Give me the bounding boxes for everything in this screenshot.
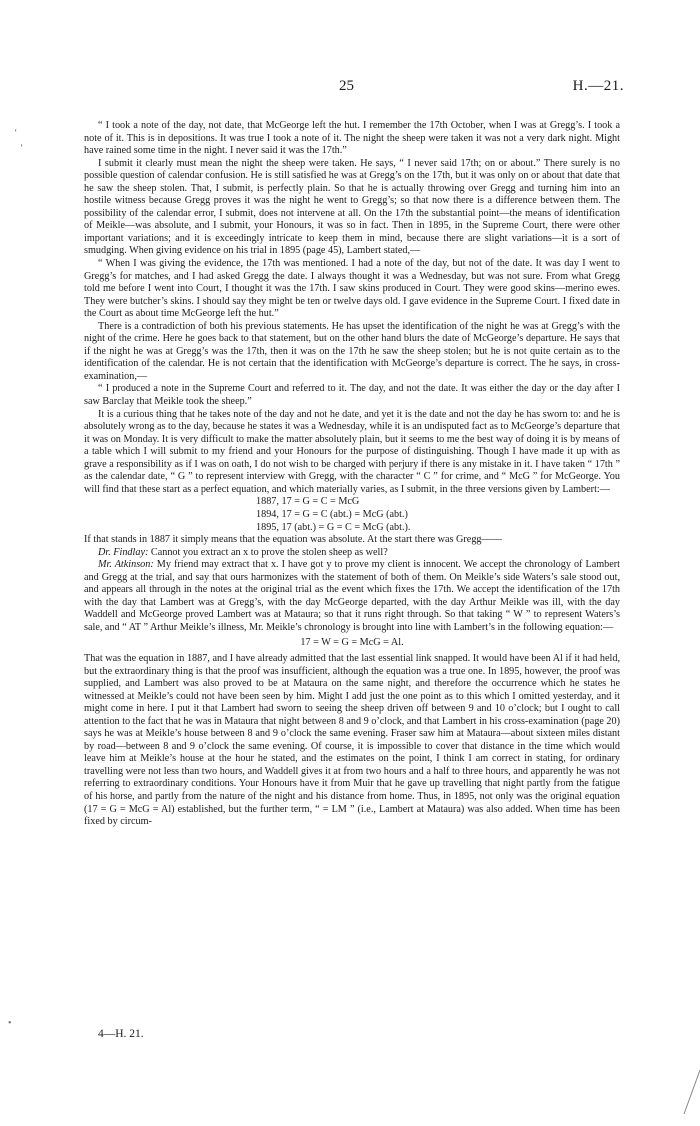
paragraph: That was the equation in 1887, and I have already admitted that the last essential link snapped. It would have been Al if it had held, but the extraordinary thing is that the proof was insufficient, although the equation was a true one. In 1895, however, the proof was supplied, and Lambert was also proved to be at Mataura on the same night, and therefore the occurrence which he states he witnessed at Meikle’s could not have been seen by him. Might I add just the one point as to this which I omitted yesterday, and it might come in here. I put it that Lambert had sworn to seeing the sheep driven off between 9 and 10 o’clock; but I ought to call attention to the fact that he was in Mataura that night between 8 and 9 o’clock, and that Lambert in his cross-examination (page 20) says he was at Meikle’s house between 8 and 9 o’clock the same evening. Fraser saw him at Mataura—about sixteen miles distant by road—between 8 and 9 o’clock the same evening. Of course, it is impossible to cover that distance in the time which would leave him at Meikle’s house at the hour he stated, and the estimates on the point, I think I am correct in stating, for ordinary travelling were not less than two hours, and Waddell gives it at from two hours and a half to three hours, and apparently he was not referring to extraordinary conditions. Your Honours have it from Muir that he gave up travelling that night partly from the fatigue of his horse, and partly from the nature of the night and his distance from home. Thus, in 1895, not only was the original equation (17 = G = McG = Al) established, but the further term, “ = LM ” (i.e., Lambert at Mataura) was also added. When time has been fixed by circum-: [84, 652, 620, 828]
paragraph: It is a curious thing that he takes note of the day and not he date, and yet it is the date and not the day he has sworn to: and he is absolutely wrong as to the day, because he states it was a Wednesday, while it is an undisputed fact as to McGeorge’s departure that it was on Monday. It is very difficult to make the matter absolutely plain, but it seems to me the best way of doing it is by means of a table which I will submit to my friend and your Honours for the purpose of distinguishing. Though I have made it up with as grave a responsibility as if I was on oath, I do not wish to be charged with perjury if there is any mistake in it. I have taken “ 17th ” as the calendar date, “ G ” to represent interview with Gregg, with the character “ C ” for crime, and “ McG ” for McGeorge. You will find that these start as a perfect equation, and which materially varies, as I submit, in the three versions given by Lambert:—: [84, 408, 620, 495]
margin-scratch-mark: ‘: [20, 143, 24, 154]
paragraph: If that stands in 1887 it simply means that the equation was absolute. At the start there was Gregg——: [84, 534, 502, 546]
page-header: [0, 78, 700, 100]
paragraph-dialogue: [84, 559, 620, 634]
paragraph: There is a contradiction of both his previous statements. He has upset the identification of the night he was at Gregg’s with the night of the crime. Here he goes back to that statement, but on the other hand blurs the date of McGeorge’s departure. He says that if the night he was at Gregg’s was the 17th, then it was on the 17th he saw the sheep stolen; but he is not quite certain as to the identification of the calendar. He is not certain that the identification with McGeorge’s departure is correct. The he says, in cross-examination,—: [84, 320, 620, 382]
paragraph-dialogue: [84, 547, 620, 560]
document-reference: H.—21.: [572, 78, 624, 94]
equation-table: [256, 496, 620, 534]
paragraph: I submit it clearly must mean the night the sheep were taken. He says, “ I never said 17th; on or about.” There surely is no possible question of calendar confusion. He is still satisfied he was at Gregg’s on the 17th, but it was only on or about that date that he saw the sheep stolen. That, I submit, is perfectly plain. So that he is actually throwing over Gregg and turning him into an hostile witness because Gregg proves it was the night he went to Gregg’s; so that now there is a difference between them. The possibility of the calendar error, I submit, does not intervene at all. On the 17th the substantial point—the means of identification of Meikle—was absolute, and I submit, your Honours, it was so in fact. Then in 1895, in the Supreme Court, there were other important variations; and it is exceedingly intricate to keep them in mind, because there are slight variations—it is a sort of smudging. When giving evidence on his trial in 1895 (page 45), Lambert stated,—: [84, 157, 620, 257]
equation-1887: 1887, 17 = G = C = McG: [256, 496, 360, 508]
equation-1895: 1895, 17 (abt.) = G = C = McG (abt.).: [256, 521, 411, 533]
speaker-name: Mr. Atkinson:: [98, 559, 154, 571]
margin-dot-mark: •: [8, 1018, 12, 1029]
speaker-name: Dr. Findlay:: [98, 546, 149, 558]
paragraph: “ When I was giving the evidence, the 17th was mentioned. I had a note of the day, but not of the date. It was day I went to Gregg’s for matches, and I had asked Gregg the date. I always thought it was a Wednesday, but was not sure. From what Gregg told me before I went into Court, I thought it was the 17th. I saw skins produced in Court. They were good skins—merino ewes. They were butcher’s skins. I should say they might be ten or twelve days old. I gave evidence in the Supreme Court. I fixed date in the Court as about time McGeorge left the hut.”: [84, 258, 620, 320]
margin-scratch-mark: ‘: [14, 128, 18, 139]
speech: Cannot you extract an x to prove the stolen sheep as well?: [148, 546, 388, 558]
paragraph: “ I produced a note in the Supreme Court and referred to it. The day, and not the date. It was either the day or the day after I saw Barclay that Meikle took the sheep.”: [84, 383, 620, 408]
page-corner-fold: [680, 1070, 700, 1114]
footer-reference: 4—H. 21.: [98, 1028, 144, 1040]
body-text: [84, 120, 620, 829]
paragraph: “ I took a note of the day, not date, that McGeorge left the hut. I remember the 17th October, when I was at Gregg’s. I took a note of it. This is in depositions. It was true I took a note of it. The night the sheep were taken it was not a very dark night. Might have rained some time in the night. I never said it was the 17th.”: [84, 120, 620, 157]
equation-1894: 1894, 17 = G = C (abt.) = McG (abt.): [256, 508, 408, 520]
page-number: 25: [339, 78, 354, 94]
speech: My friend may extract that x. I have got y to prove my client is innocent. We accept the chronology of Lambert and Gregg at the trial, and say that ours harmonizes with the statement of both of them. On Meikle’s side Waters’s sale stood out, and appears all through in the notes at the original trial as the event which fixes the 17th. We accept the identification of the 17th with the day that Lambert was at Gregg’s, with the day McGeorge departed, with the day Arthur Meikle was ill, with the day Waddell and McGeorge proved Lambert was at Mataura; so that it runs right through. So that taking “ W ” to represent Waters’s sale, and “ AT ” Arthur Meikle’s illness, Mr. Meikle’s chronology is brought into line with Lambert’s in the following equation:—: [84, 559, 620, 633]
equation-chronology: 17 = W = G = McG = Al.: [300, 637, 404, 649]
